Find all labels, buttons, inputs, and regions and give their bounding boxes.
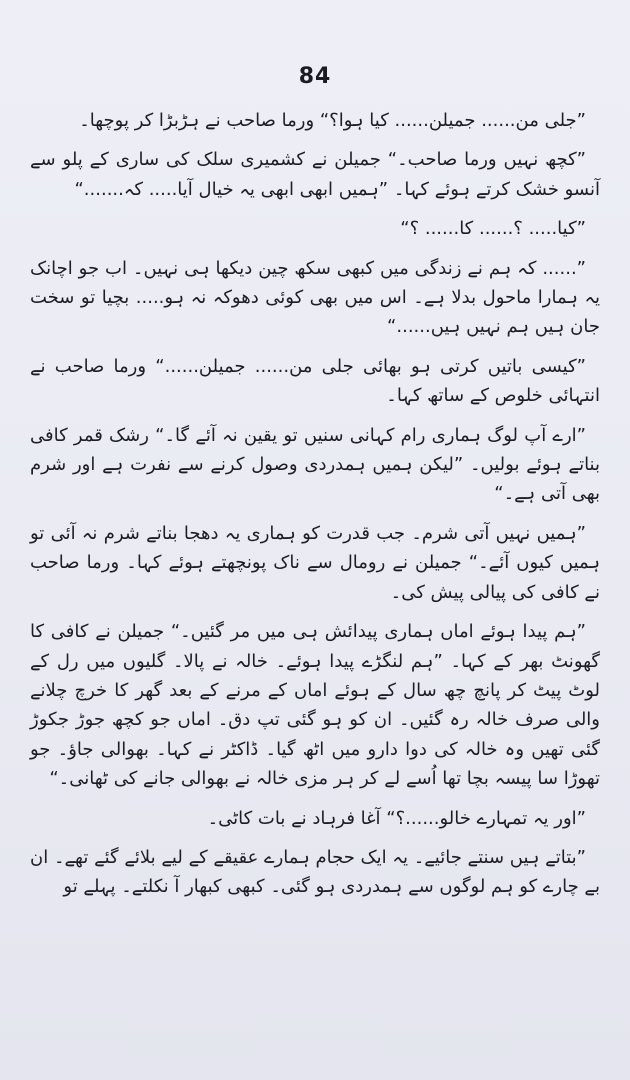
paragraph-5: ”کیسی باتیں کرتی ہو بھائی جلی من...... جمیلن......“ ورما صاحب نے انتہائی خلوص کے ساتھ کہا۔ bbox=[30, 355, 600, 407]
paragraph-2: ”کچھ نہیں ورما صاحب۔“ جمیلن نے کشمیری سلک کی ساری کے پلو سے آنسو خشک کرتے ہوئے کہا۔ ”ہمیں ابھی ابھی یہ خیال آیا..... کہ.......“ bbox=[30, 149, 600, 200]
paragraph-7: ”ہمیں نہیں آتی شرم۔ جب قدرت کو ہماری یہ دھجا بناتے شرم نہ آئی تو ہمیں کیوں آئے۔“ جمیلن نے رومال سے ناک پونچھتے ہوئے کہا۔ ورما صاحب نے کافی کی پیالی پیش کی۔ bbox=[30, 522, 600, 603]
paragraph-10: ”بتاتے ہیں سنتے جائیے۔ یہ ایک حجام ہمارے عقیقے کے لیے بلائے گئے تھے۔ ان بے چارے کو ہم لوگوں سے ہمدردی ہو گئی۔ کبھی کبھار آ نکلتے۔ پہلے تو bbox=[30, 846, 600, 898]
paragraph-8: ”ہم پیدا ہوئے اماں ہماری پیدائش ہی میں مر گئیں۔“ جمیلن نے کافی کا گھونٹ بھر کے کہا۔ ”ہم لنگڑے پیدا ہوئے۔ خالہ نے پالا۔ گلیوں میں رل کے لوٹ پیٹ کر پانچ چھ سال کے ہوئے اماں کے مرنے کے بعد گھر کا خرچ چلانے والی صرف خالہ رہ گئیں۔ ان کو ہو گئی تپ دق۔ اماں جو کچھ جوڑ جکوڑ گئی تھیں وہ خالہ کی دوا دارو میں اٹھ گیا۔ ڈاکٹر نے کہا۔ بھوالی جاؤ۔ جو تھوڑا سا پیسہ بچا تھا اُسے لے کر ہر مزی خالہ نے بھوالی جانے کی ٹھانی۔“ bbox=[30, 621, 600, 790]
paragraph-1: ”جلی من...... جمیلن...... کیا ہوا؟“ ورما صاحب نے ہڑبڑا کر پوچھا۔ bbox=[79, 110, 586, 131]
paragraph-6: ”ارے آپ لوگ ہماری رام کہانی سنیں تو یقین نہ آئے گا۔“ رشک قمر کافی بناتے ہوئے بولیں۔ ”لیکن ہمیں ہمدردی وصول کرنے سے نفرت ہے اور شرم بھی آتی ہے۔“ bbox=[30, 424, 600, 505]
paragraph-4: ”...... کہ ہم نے زندگی میں کبھی سکھ چین دیکھا ہی نہیں۔ اب جو اچانک یہ ہمارا ماحول بدلا ہے۔ اس میں بھی کوئی دھوکہ نہ ہو..... بچیا تو سخت جان ہیں ہم نہیں ہیں......“ bbox=[30, 257, 600, 338]
page-number: 84 bbox=[298, 64, 332, 89]
page-body-text bbox=[30, 106, 600, 912]
paragraph-9: ”اور یہ تمہارے خالو......؟“ آغا فرہاد نے بات کاٹی۔ bbox=[207, 807, 586, 829]
paragraph-3: ”کیا..... ؟...... کا...... ؟“ bbox=[400, 218, 586, 240]
